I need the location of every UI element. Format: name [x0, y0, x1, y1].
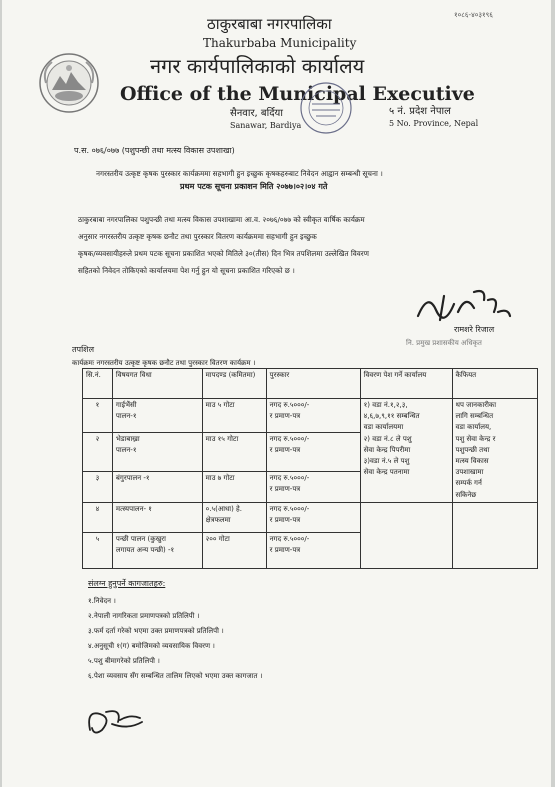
row-category: गाईभैंसी पालन-१	[112, 399, 202, 433]
location-np: सैनवार, बर्दिया	[230, 108, 283, 119]
row-criteria: माउ १५ गोटा	[202, 432, 266, 471]
documents-heading: संलग्न हुनुपर्ने कागजातहरु:	[88, 579, 166, 588]
signatory-name: रामशरे रिजाल	[454, 325, 495, 334]
document-item: १.निवेदन ।	[88, 597, 116, 605]
header-category: विषयगत विधा	[112, 369, 202, 399]
table-header-row	[83, 369, 538, 399]
table-row	[83, 399, 538, 433]
letter-reference: प.स. ०७६/०७७ (पशुपन्छी तथा मत्स्य विकास उपशाखा)	[74, 146, 235, 155]
row-criteria: माउ ७ गोटा	[202, 471, 266, 502]
remarks-cell: थप जानकारीका लागि सम्बन्धित वडा कार्यालय, पशु सेवा केन्द्र र पशुपन्छी तथा मत्स्य विकास उपशाखामा सम्पर्क गर्न सकिनेछ	[452, 399, 538, 503]
document-item: ३.फर्म दर्ता गरेको भएमा उक्त प्रमाणपत्रको प्रतिलिपी ।	[88, 627, 224, 635]
row-criteria: माउ ५ गोटा	[202, 399, 266, 433]
body-line: ठाकुरबाबा नगरपालिका पशुपन्छी तथा मत्स्य विकास उपशाखामा आ.व. २०७६/०७७ को स्वीकृत वार्षिक कार्यक्रम	[78, 215, 365, 224]
signature-icon	[414, 282, 514, 326]
header-prize: पुरस्कार	[266, 369, 360, 399]
province-en: 5 No. Province, Nepal	[389, 119, 479, 128]
row-category: बंगुरपालन -१	[112, 471, 202, 502]
row-criteria: ०.५(आधा) हे. क्षेत्रफलमा	[202, 502, 266, 532]
row-prize: नगद रु.५०००/- र प्रमाण-पत्र	[266, 471, 360, 502]
signatory-title: नि. प्रमुख प्रशासकीय अधिकृत	[406, 339, 482, 347]
document-item: २.नेपाली नागरिकता प्रमाणपत्रको प्रतिलिपी ।	[88, 612, 200, 620]
body-line: सहितको निवेदन तोकिएको कार्यालयमा पेश गर्नु हुन यो सूचना प्रकाशित गरिएको छ ।	[78, 266, 295, 275]
document-item: ६.पेशा व्यवसाय सँग सम्बन्धित तालिम लिएको भएमा उक्त कागजात ।	[88, 672, 263, 680]
subject-line: नगरस्तरीय उत्कृष्ट कृषक पुरस्कार कार्यक्रममा सहभागी हुन इच्छुक कृषकहरुबाट निवेदन आह्वान सम्बन्धी सूचना ।	[96, 169, 383, 178]
municipality-name-np: ठाकुरबाबा नगरपालिका	[207, 15, 332, 33]
office-cell: १) वडा नं.१,२,३, ४,६,७,९,११ सम्बन्धित वडा कार्यालयमा २) वडा नं.८ ले पशु सेवा केन्द्र पिपरीमा ३)वडा नं.५ ले पशु सेवा केन्द्र पतनामा	[360, 399, 452, 503]
row-category: मत्स्यपालन- १	[112, 502, 202, 532]
row-criteria: २०० गोटा	[202, 532, 266, 568]
row-sn: १	[83, 399, 113, 433]
table-row	[83, 502, 538, 532]
nepal-emblem-icon	[38, 52, 100, 114]
details-table	[82, 368, 538, 569]
province-np: ५ नं. प्रदेश नेपाल	[389, 106, 451, 117]
office-name-en: Office of the Municipal Executive	[120, 83, 475, 105]
row-category: पन्छी पालन (कुखुरा लगायत अन्य पन्छी) -१	[112, 532, 202, 568]
handwritten-reference: १०८६-४०३१९६	[454, 11, 493, 19]
office-cell-empty	[360, 502, 452, 568]
publication-date: प्रथम पटक सूचना प्रकाशन मिति २०७७।०२।०४ गते	[180, 182, 328, 191]
location-en: Sanawar, Bardiya	[230, 121, 302, 130]
office-stamp-icon	[298, 80, 354, 136]
header-criteria: मापदण्ड (कमितमा)	[202, 369, 266, 399]
body-line: अनुसार नगरस्तरीय उत्कृष्ट कृषक छनौट तथा पुरस्कार वितरण कार्यक्रममा सहभागी हुन इच्छुक	[78, 232, 317, 241]
header-office: विवरण पेश गर्ने कार्यालय	[360, 369, 452, 399]
row-prize: नगद रु.५०००/- र प्रमाण-पत्र	[266, 432, 360, 471]
row-sn: ५	[83, 532, 113, 568]
table-caption: कार्यक्रमः नगरस्तरीय उत्कृष्ट कृषक छनौट तथा पुरस्कार वितरण कार्यक्रम ।	[72, 359, 256, 367]
header-remarks: कैफियत	[452, 369, 538, 399]
municipality-name-en: Thakurbaba Municipality	[203, 36, 357, 50]
office-name-np: नगर कार्यपालिकाको कार्यालय	[150, 54, 365, 78]
document-item: ४.अनुसूची १(ग) बमोजिमको व्यवसायिक विवरण ।	[88, 642, 215, 650]
row-category: भेडाबाख्रा पालन-१	[112, 432, 202, 471]
row-sn: ४	[83, 502, 113, 532]
initials-signature-icon	[82, 700, 148, 740]
body-line: कृषक/व्यवसायीहरुले प्रथम पटक सूचना प्रकाशित भएको मितिले ३०(तीस) दिन भित्र तपशिलमा उल्लेखित विवरण	[78, 249, 369, 258]
details-label: तपशिल	[72, 345, 95, 354]
document-page	[2, 0, 551, 787]
row-prize: नगद रु.५०००/- र प्रमाण-पत्र	[266, 502, 360, 532]
document-item: ५.पशु बीमागरेको प्रतिलिपी ।	[88, 657, 160, 665]
row-prize: नगद रु.५०००/- र प्रमाण-पत्र	[266, 399, 360, 433]
header-sn: सि.नं.	[83, 369, 113, 399]
row-sn: ३	[83, 471, 113, 502]
row-sn: २	[83, 432, 113, 471]
remarks-cell-empty	[452, 502, 538, 568]
row-prize: नगद रु.५०००/- र प्रमाण-पत्र	[266, 532, 360, 568]
